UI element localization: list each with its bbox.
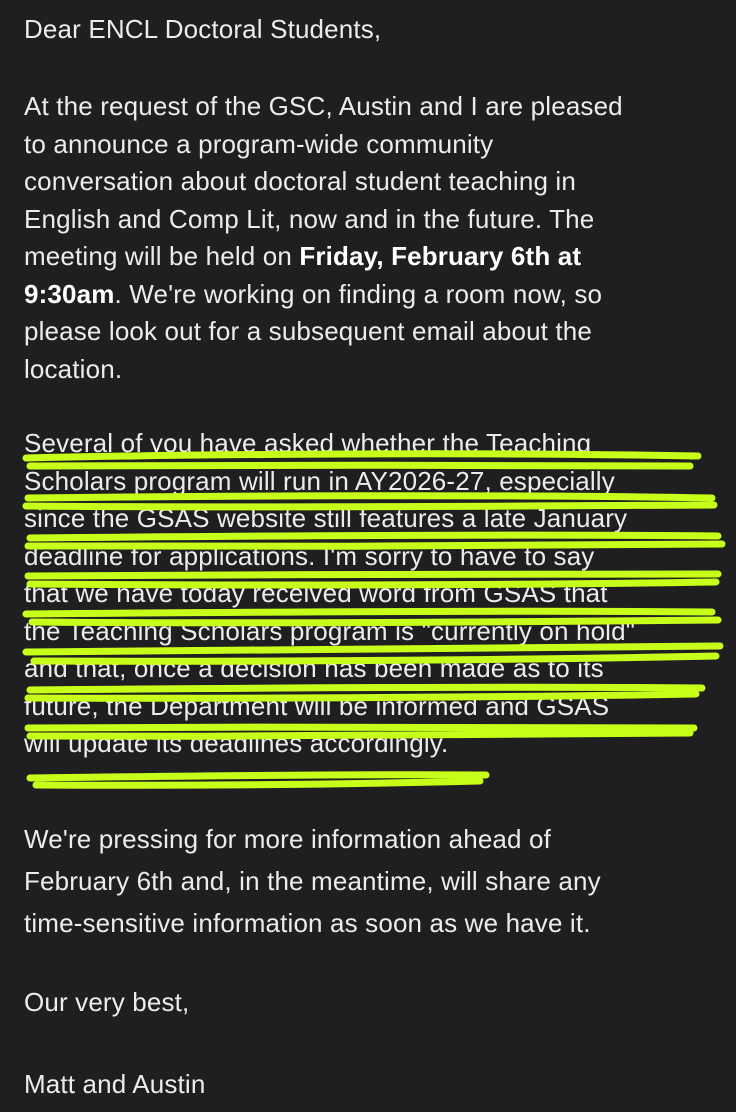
paragraph-line: conversation about doctoral student teaching in bbox=[24, 166, 576, 196]
paragraph-line: that we have today received word from GSAS that bbox=[24, 578, 608, 608]
email-signature: Matt and Austin bbox=[24, 1069, 206, 1099]
paragraph-line: meeting will be held on Friday, February 6th at bbox=[24, 241, 582, 271]
paragraph-line: since the GSAS website still features a late January bbox=[24, 503, 628, 533]
paragraph-line: location. bbox=[24, 353, 123, 384]
email-paragraph-announcement bbox=[24, 88, 623, 388]
email-closing: Our very best, bbox=[24, 987, 190, 1017]
paragraph-line: February 6th and, in the meantime, will share any bbox=[24, 866, 601, 896]
meeting-date: Friday, February 6th at bbox=[299, 241, 582, 271]
paragraph-line: English and Comp Lit, now and in the future. The bbox=[24, 203, 595, 234]
paragraph-line: 9:30am. We're working on finding a room now, so bbox=[24, 278, 603, 309]
email-paragraph-followup bbox=[24, 818, 601, 944]
email-greeting: Dear ENCL Doctoral Students, bbox=[24, 14, 382, 44]
paragraph-line: please look out for a subsequent email about the bbox=[24, 316, 593, 346]
paragraph-line: We're pressing for more information ahead of bbox=[24, 824, 552, 854]
highlight-stroke bbox=[30, 775, 486, 778]
paragraph-line: Scholars program will run in AY2026-27, especially bbox=[24, 465, 615, 496]
highlight-stroke bbox=[36, 781, 480, 785]
paragraph-line: the Teaching Scholars program is "currently on hold" bbox=[24, 615, 636, 646]
email-paragraph-teaching-scholars bbox=[24, 425, 635, 763]
paragraph-line: will update its deadlines accordingly. bbox=[24, 728, 449, 758]
paragraph-line: Several of you have asked whether the Teaching bbox=[24, 428, 592, 458]
paragraph-line: and that, once a decision has been made as to its bbox=[24, 653, 604, 683]
paragraph-line: At the request of the GSC, Austin and I are pleased bbox=[24, 91, 623, 121]
paragraph-line: time-sensitive information as soon as we have it. bbox=[24, 908, 591, 938]
paragraph-line: to announce a program-wide community bbox=[24, 128, 494, 159]
paragraph-line: deadline for applications. I'm sorry to have to say bbox=[24, 540, 595, 571]
meeting-time: 9:30am bbox=[24, 278, 115, 309]
paragraph-line: future, the Department will be informed and GSAS bbox=[24, 690, 610, 721]
